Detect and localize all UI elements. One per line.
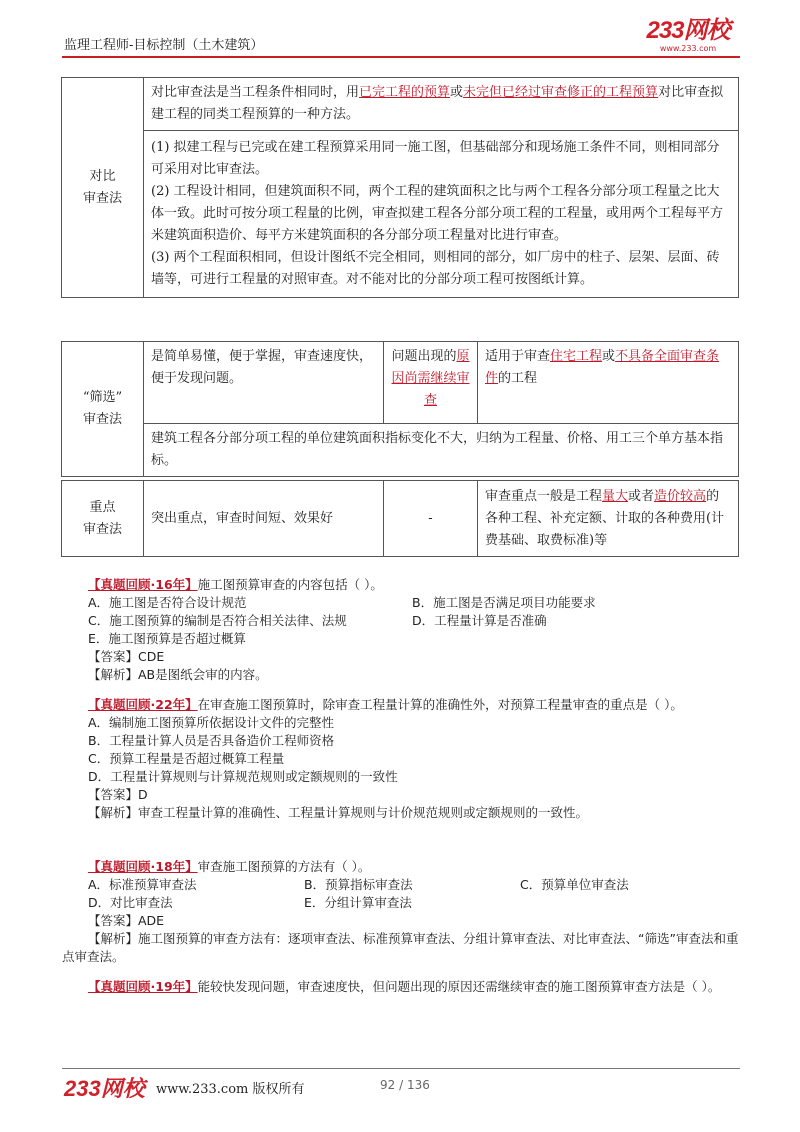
q16-option-d: D．工程量计算是否准确 xyxy=(412,613,547,628)
key-point-method-label: 重点 审查法 xyxy=(62,481,144,557)
case-3: (3) 两个工程面积相同，但设计图纸不完全相同，则相同的部分，如厂房中的柱子、层架、层面、砖墙等，可进行工程量的对照审查。对不能对比的分部分项工程可按图纸计算。 xyxy=(151,250,720,287)
q22-answer: 【答案】D xyxy=(88,787,148,802)
comparison-method-table xyxy=(61,77,739,298)
q16-answer: 【答案】CDE xyxy=(88,649,165,664)
q22-option-a: A．编制施工图预算所依据设计文件的完整性 xyxy=(88,715,335,730)
footer-copyright: www.233.com 版权所有 xyxy=(156,1082,305,1097)
q18-option-e: E．分组计算审查法 xyxy=(304,895,412,910)
question-22-stem: 在审查施工图预算时，除审查工程量计算的准确性外，对预算工程量审查的重点是（ ）。 xyxy=(197,697,683,712)
screening-application xyxy=(478,342,739,424)
key-app-text-e: 的各种工程、补充定额、计取的各种费用(计费基础、取费标准)等 xyxy=(485,488,725,548)
key-app-or: 或者 xyxy=(628,488,655,504)
comparison-method-definition xyxy=(144,78,739,131)
footer-logo: 233网校 xyxy=(64,1076,145,1101)
question-16 xyxy=(62,576,742,684)
q18-analysis: 【解析】施工图预算的审查方法有：逐项审查法、标准预算审查法、分组计算审查法、对比审查法、“筛选”审查法和重点审查法。 xyxy=(62,931,739,964)
question-16-stem: 施工图预算审查的内容包括（ ）。 xyxy=(197,577,383,592)
q16-option-b: B．施工图是否满足项目功能要求 xyxy=(412,595,596,610)
screening-app-housing: 住宅工程 xyxy=(550,349,603,364)
q22-analysis: 【解析】审查工程量计算的准确性、工程量计算规则与计价规范规则或定额规则的一致性。 xyxy=(88,805,589,820)
question-18-tag: 【真题回顾·18年】 xyxy=(88,859,198,874)
screening-app-text-a: 适用于审查 xyxy=(485,349,551,364)
case-2: (2) 工程设计相同，但建筑面积不同，两个工程的建筑面积之比与两个工程各分部分项工程量之比大体一致。此时可按分项工程量的比例，审查拟建工程各分部分项工程的工程量，或用两个工程每平方米建筑面积造价、每平方米建筑面积的各分部分项工程量对比进行审查。 xyxy=(151,184,724,243)
question-19 xyxy=(62,978,742,996)
case-1: (1) 拟建工程与已完或在建工程预算采用同一施工图，但基础部分和现场施工条件不同，则相同部分可采用对比审查法。 xyxy=(151,140,720,177)
screening-app-text-e: 的工程 xyxy=(498,371,538,386)
def-text-or: 或 xyxy=(450,85,464,100)
key-point-application xyxy=(478,481,739,557)
page-number: 92 / 136 xyxy=(380,1078,430,1092)
q22-option-c: C．预算工程量是否超过概算工程量 xyxy=(88,751,285,766)
question-22 xyxy=(62,696,742,822)
q16-option-e: E．施工图预算是否超过概算 xyxy=(88,631,246,646)
q16-analysis: 【解析】AB是图纸会审的内容。 xyxy=(88,667,268,682)
q18-option-a: A．标准预算审查法 xyxy=(88,877,197,892)
key-app-high-cost: 造价较高 xyxy=(654,488,707,504)
brand-logo xyxy=(640,18,736,53)
screening-advantage: 是简单易懂，便于掌握，审查速度快，便于发现问题。 xyxy=(144,342,384,424)
screening-app-or: 或 xyxy=(602,349,616,364)
screening-app-conditions: 不具备全面审查条件 xyxy=(485,349,720,386)
logo-text: 233网校 xyxy=(646,17,730,44)
logo-url: www.233.com xyxy=(659,44,717,53)
key-app-large-qty: 量大 xyxy=(602,488,629,504)
screening-description: 建筑工程各分部分项工程的单位建筑面积指标变化不大，归纳为工程量、价格、用工三个单方基本指标。 xyxy=(144,424,739,477)
q18-option-b: B．预算指标审查法 xyxy=(304,877,413,892)
q18-option-c: C．预算单位审查法 xyxy=(520,877,629,892)
q22-option-b: B．工程量计算人员是否具备造价工程师资格 xyxy=(88,733,335,748)
question-22-tag: 【真题回顾·22年】 xyxy=(88,697,198,712)
key-point-disadvantage: - xyxy=(384,481,478,557)
comparison-method-label: 对比 审查法 xyxy=(62,78,144,298)
question-19-tag: 【真题回顾·19年】 xyxy=(88,979,198,994)
question-19-stem: 能较快发现问题，审查速度快，但问题出现的原因还需继续审查的施工图预算审查方法是（ ）。 xyxy=(197,979,721,994)
def-text-e: 对比审查拟建工程的同类工程预算的一种方法。 xyxy=(151,85,724,122)
screening-dis-text: 问题出现的 xyxy=(391,349,457,364)
question-18 xyxy=(62,858,742,966)
q16-option-a: A．施工图是否符合设计规范 xyxy=(88,595,247,610)
key-app-text-a: 审查重点一般是工程 xyxy=(485,488,603,504)
q16-option-c: C．施工图预算的编制是否符合相关法律、法规 xyxy=(88,613,347,628)
screening-method-label: “筛选” 审查法 xyxy=(62,342,144,477)
def-text-a: 对比审查法是当工程条件相同时，用 xyxy=(151,85,360,100)
document-header-title: 监理工程师-目标控制（土木建筑） xyxy=(64,38,264,53)
q18-answer: 【答案】ADE xyxy=(88,913,165,928)
screening-method-table xyxy=(61,341,739,477)
screening-disadvantage xyxy=(384,342,478,424)
q18-option-d: D．对比审查法 xyxy=(88,895,173,910)
question-16-tag: 【真题回顾·16年】 xyxy=(88,577,198,592)
question-18-stem: 审查施工图预算的方法有（ ）。 xyxy=(197,859,371,874)
def-highlight-revised: 未完但已经过审查修正的工程预算 xyxy=(463,85,659,100)
footer-divider xyxy=(62,1068,740,1069)
screening-dis-highlight: 原因尚需继续审查 xyxy=(391,349,470,408)
key-point-advantage: 突出重点，审查时间短、效果好 xyxy=(144,481,384,557)
key-point-method-table xyxy=(61,480,739,557)
header-divider xyxy=(62,56,740,58)
comparison-method-cases xyxy=(144,131,739,298)
q22-option-d: D．工程量计算规则与计算规范规则或定额规则的一致性 xyxy=(88,769,398,784)
def-highlight-completed: 已完工程的预算 xyxy=(359,85,451,100)
